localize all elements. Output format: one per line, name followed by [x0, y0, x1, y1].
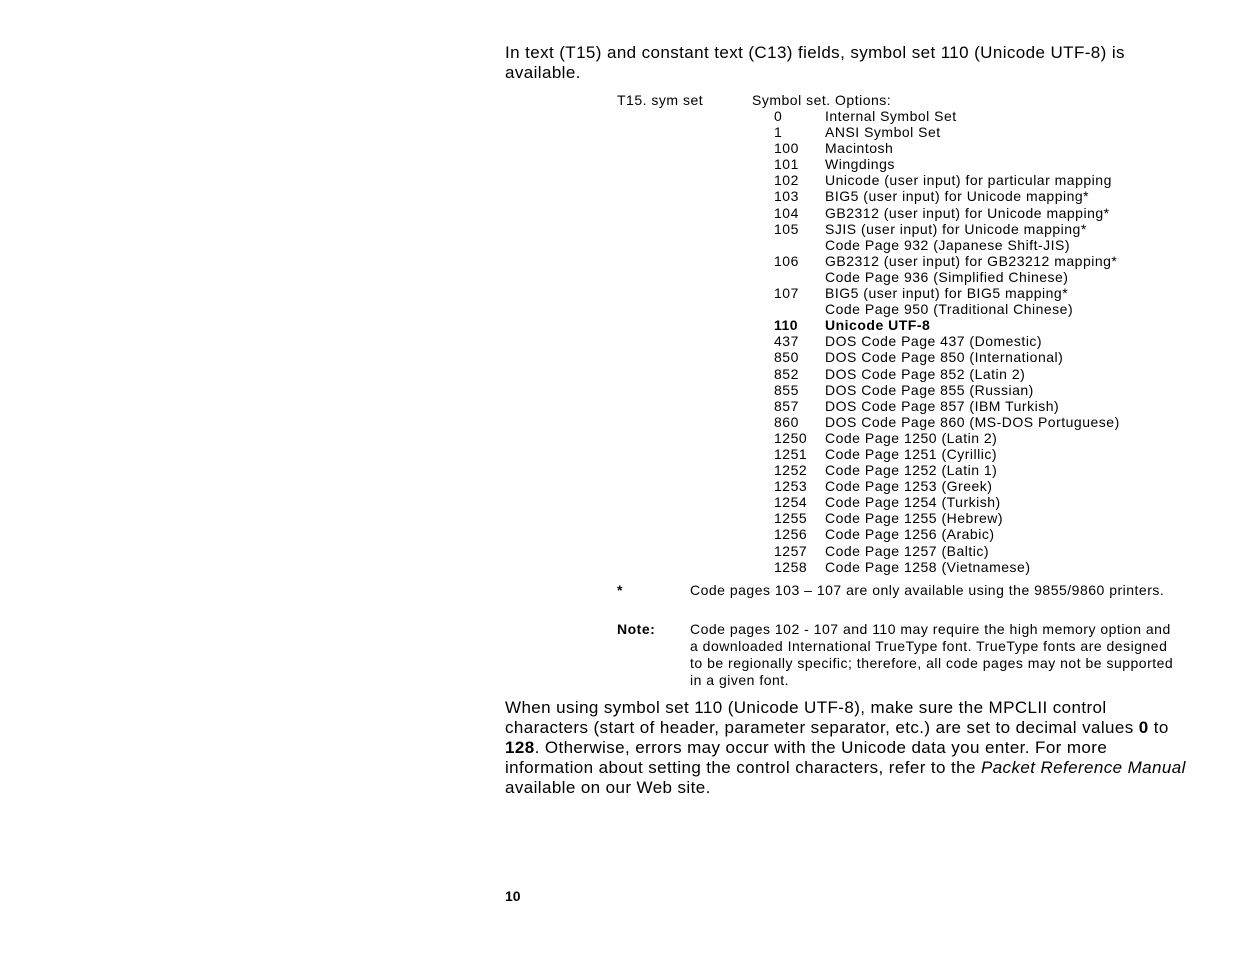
option-text: DOS Code Page 860 (MS-DOS Portuguese)	[825, 413, 1120, 430]
option-code	[774, 269, 825, 285]
option-row	[774, 188, 1214, 204]
option-code: 1250	[774, 429, 808, 446]
option-code: 107	[774, 285, 799, 302]
option-code: 1258	[774, 558, 808, 575]
option-text: Code Page 1253 (Greek)	[825, 478, 993, 495]
option-row	[774, 237, 1214, 253]
asterisk-footnote	[617, 582, 1177, 599]
option-text: GB2312 (user input) for GB23212 mapping*	[825, 252, 1118, 269]
option-row	[774, 559, 1214, 575]
option-text: Code Page 936 (Simplified Chinese)	[825, 268, 1069, 285]
closing-text-1: When using symbol set 110 (Unicode UTF-8), make sure the MPCLII control characters (start of header, parameter separator, etc.) are set to decimal values	[505, 698, 1139, 737]
option-code: 103	[774, 188, 799, 205]
option-row	[774, 462, 1214, 478]
option-row	[774, 253, 1214, 269]
option-code: 1255	[774, 510, 808, 527]
symbol-set-options	[774, 108, 1214, 575]
option-code: 1256	[774, 526, 808, 543]
option-text: BIG5 (user input) for BIG5 mapping*	[825, 285, 1069, 302]
footnote-mark: *	[617, 582, 623, 598]
option-text: Internal Symbol Set	[825, 108, 957, 124]
page-number: 10	[505, 888, 521, 904]
closing-paragraph	[505, 698, 1195, 798]
option-row	[774, 285, 1214, 301]
option-text: Code Page 1257 (Baltic)	[825, 542, 990, 559]
closing-text-2: to	[1148, 718, 1169, 737]
option-row	[774, 446, 1214, 462]
option-code: 1252	[774, 462, 808, 479]
option-code: 106	[774, 252, 799, 269]
closing-text-4: available on our Web site.	[505, 778, 711, 797]
option-row	[774, 205, 1214, 221]
closing-bold-value-start: 0	[1138, 718, 1149, 737]
option-text: Unicode (user input) for particular mapping	[825, 172, 1112, 189]
note-text: Code pages 102 - 107 and 110 may require the high memory option and a downloaded International TrueType font. TrueType fonts are designed to be regionally specific; therefore, all code pages may not be supported in a given font.	[690, 621, 1174, 688]
option-code: 100	[774, 140, 799, 157]
note-label: Note:	[617, 621, 656, 637]
option-text: Code Page 1252 (Latin 1)	[825, 462, 998, 479]
option-text: Code Page 1255 (Hebrew)	[825, 510, 1004, 527]
option-code: 860	[774, 413, 799, 430]
option-text: DOS Code Page 857 (IBM Turkish)	[825, 397, 1060, 414]
note-block	[617, 621, 1177, 689]
option-text: Code Page 1258 (Vietnamese)	[825, 558, 1031, 575]
option-row	[774, 543, 1214, 559]
closing-bold-value-end: 128	[505, 738, 535, 757]
option-text: BIG5 (user input) for Unicode mapping*	[825, 188, 1090, 205]
option-row	[774, 414, 1214, 430]
option-code: 437	[774, 333, 799, 350]
option-code: 852	[774, 365, 799, 382]
option-text: ANSI Symbol Set	[825, 124, 941, 141]
option-text: Code Page 1256 (Arabic)	[825, 526, 995, 543]
option-text: Unicode UTF-8	[825, 317, 931, 334]
option-text: Code Page 950 (Traditional Chinese)	[825, 301, 1074, 318]
option-row	[774, 156, 1214, 172]
option-text: DOS Code Page 855 (Russian)	[825, 381, 1034, 398]
option-code	[774, 301, 825, 317]
option-text: Wingdings	[825, 156, 895, 173]
option-text: Code Page 932 (Japanese Shift-JIS)	[825, 236, 1071, 253]
option-text: Macintosh	[825, 140, 894, 157]
option-row	[774, 430, 1214, 446]
option-text: DOS Code Page 852 (Latin 2)	[825, 365, 1026, 382]
option-code: 855	[774, 381, 799, 398]
option-row	[774, 317, 1214, 333]
option-row	[774, 366, 1214, 382]
option-row	[774, 108, 1214, 124]
option-row	[774, 349, 1214, 365]
option-code	[774, 237, 825, 253]
field-label: T15. sym set	[617, 92, 704, 108]
footnote-text: Code pages 103 – 107 are only available using the 9855/9860 printers.	[690, 582, 1165, 598]
option-text: DOS Code Page 850 (International)	[825, 349, 1064, 366]
option-row	[774, 398, 1214, 414]
option-row	[774, 140, 1214, 156]
option-code: 110	[774, 317, 799, 334]
option-code: 1253	[774, 478, 808, 495]
option-code: 1254	[774, 494, 808, 511]
option-text: Code Page 1254 (Turkish)	[825, 494, 1001, 511]
option-row	[774, 172, 1214, 188]
option-code: 1257	[774, 542, 808, 559]
option-text: Code Page 1250 (Latin 2)	[825, 429, 998, 446]
field-description: Symbol set. Options:	[752, 92, 892, 108]
option-row	[774, 221, 1214, 237]
option-row	[774, 333, 1214, 349]
option-text: SJIS (user input) for Unicode mapping*	[825, 220, 1087, 237]
manual-title: Packet Reference Manual	[980, 758, 1186, 777]
option-code: 1251	[774, 445, 808, 462]
option-text: DOS Code Page 437 (Domestic)	[825, 333, 1043, 350]
option-code: 857	[774, 397, 799, 414]
option-code: 101	[774, 156, 799, 173]
option-code: 105	[774, 220, 799, 237]
option-code: 104	[774, 204, 799, 221]
option-code: 0	[774, 108, 783, 124]
option-row	[774, 269, 1214, 285]
option-code: 850	[774, 349, 799, 366]
option-row	[774, 510, 1214, 526]
option-row	[774, 124, 1214, 140]
option-code: 102	[774, 172, 799, 189]
option-text: Code Page 1251 (Cyrillic)	[825, 445, 998, 462]
option-row	[774, 301, 1214, 317]
option-row	[774, 382, 1214, 398]
option-text: GB2312 (user input) for Unicode mapping*	[825, 204, 1110, 221]
option-row	[774, 478, 1214, 494]
option-row	[774, 526, 1214, 542]
closing-text-3: . Otherwise, errors may occur with the Unicode data you enter. For more information about setting the control characters, refer to the	[505, 738, 1108, 777]
option-row	[774, 494, 1214, 510]
intro-paragraph: In text (T15) and constant text (C13) fields, symbol set 110 (Unicode UTF-8) is available.	[505, 43, 1125, 82]
option-code: 1	[774, 124, 783, 141]
